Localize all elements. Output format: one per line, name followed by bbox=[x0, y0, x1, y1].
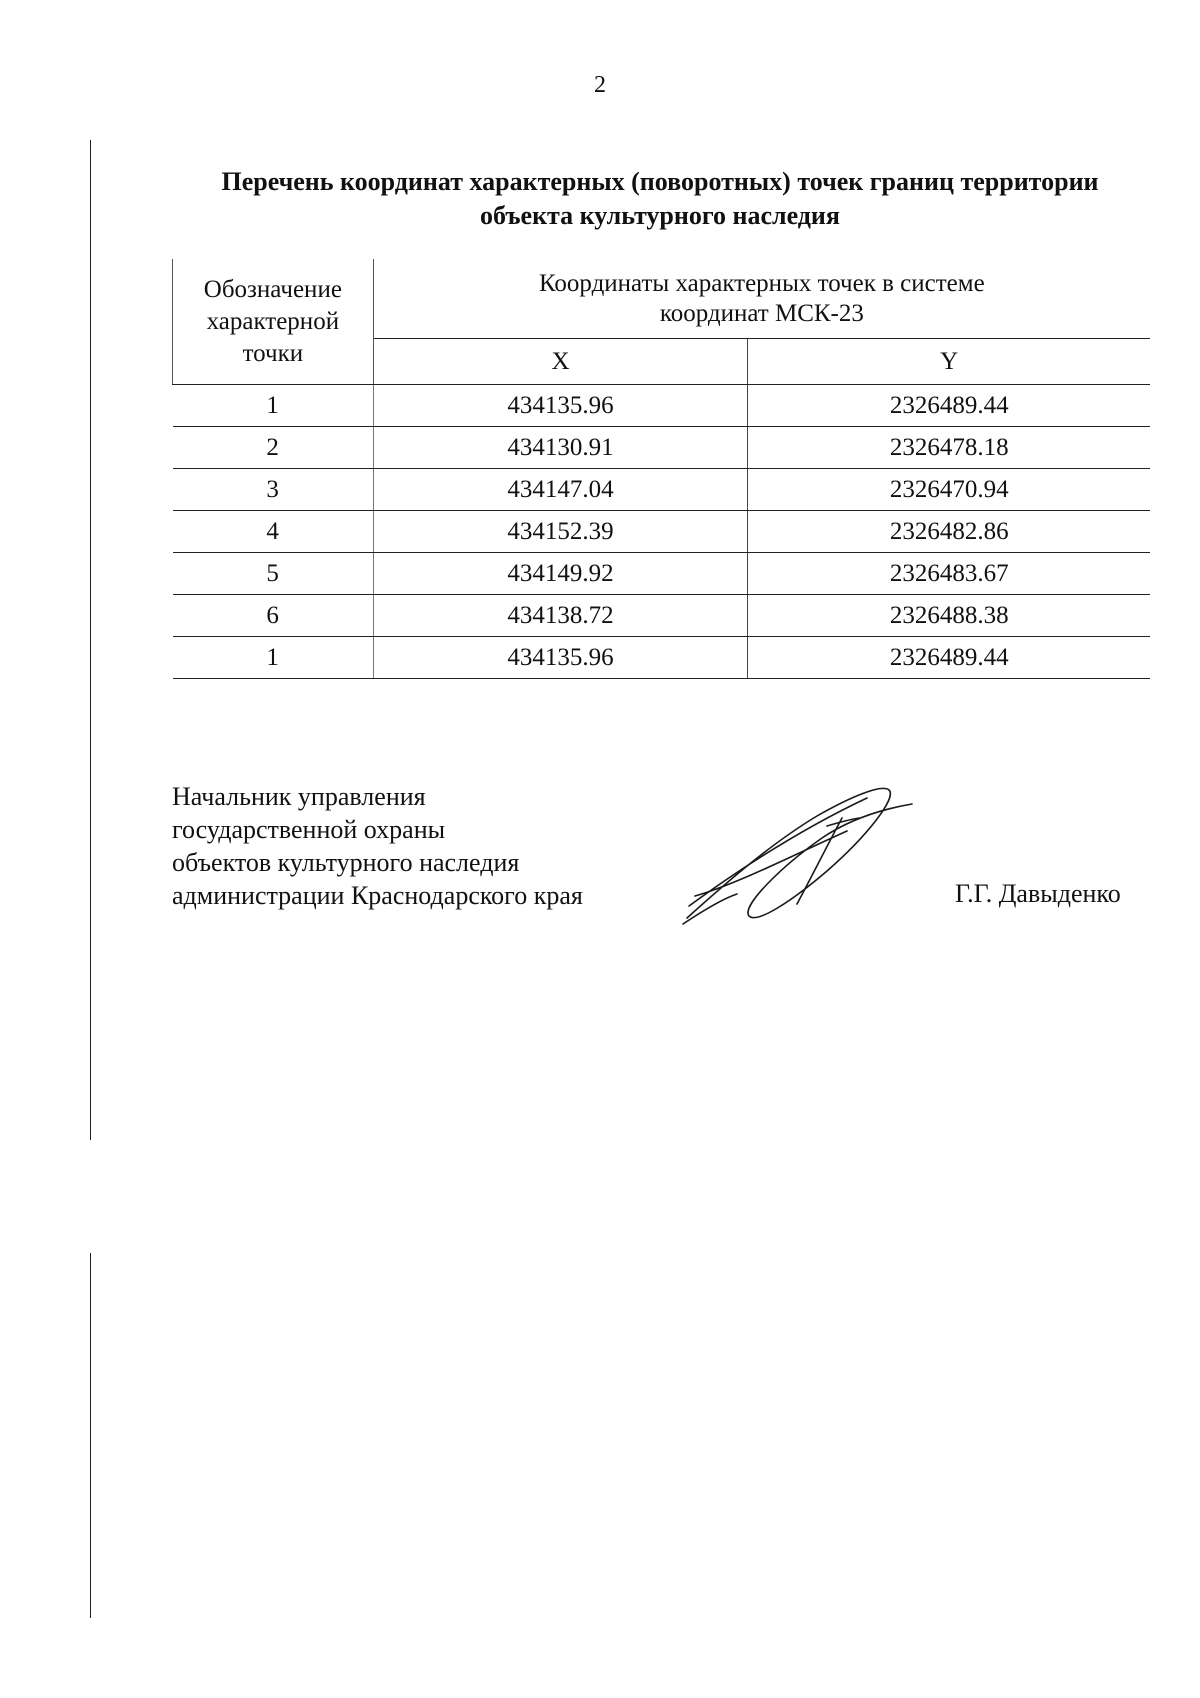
signer-position-line: администрации Краснодарского края bbox=[172, 881, 583, 910]
table-row bbox=[173, 637, 1151, 679]
coordinates-table bbox=[172, 259, 1150, 679]
cell-x: 434135.96 bbox=[373, 637, 748, 679]
cell-x: 434130.91 bbox=[373, 427, 748, 469]
cell-y: 2326483.67 bbox=[748, 553, 1150, 595]
cell-y: 2326488.38 bbox=[748, 595, 1150, 637]
handwritten-signature bbox=[677, 776, 927, 926]
cell-x: 434152.39 bbox=[373, 511, 748, 553]
cell-y: 2326478.18 bbox=[748, 427, 1150, 469]
cell-x: 434138.72 bbox=[373, 595, 748, 637]
document-title-line: Перечень координат характерных (поворотных) точек границ территории bbox=[221, 167, 1099, 196]
signature-block bbox=[172, 780, 1172, 980]
header-coordinate-system bbox=[373, 259, 1150, 339]
header-text: характерной bbox=[206, 307, 340, 335]
cell-y: 2326470.94 bbox=[748, 469, 1150, 511]
cell-point: 5 bbox=[173, 553, 374, 595]
signer-position-line: Начальник управления bbox=[172, 782, 426, 811]
header-text: координат МСК-23 bbox=[659, 299, 864, 327]
header-text: Обозначение bbox=[203, 275, 342, 303]
table-row bbox=[173, 511, 1151, 553]
cell-point: 3 bbox=[173, 469, 374, 511]
cell-y: 2326482.86 bbox=[748, 511, 1150, 553]
table-row bbox=[173, 553, 1151, 595]
cell-point: 1 bbox=[173, 637, 374, 679]
table-row bbox=[173, 385, 1151, 427]
table-row bbox=[173, 427, 1151, 469]
cell-point: 1 bbox=[173, 385, 374, 427]
margin-line-top bbox=[90, 140, 91, 1140]
signer-name: Г.Г. Давыденко bbox=[955, 879, 1121, 908]
document-title-line: объекта культурного наследия bbox=[480, 201, 840, 230]
cell-point: 6 bbox=[173, 595, 374, 637]
cell-y: 2326489.44 bbox=[748, 637, 1150, 679]
cell-point: 4 bbox=[173, 511, 374, 553]
cell-x: 434149.92 bbox=[373, 553, 748, 595]
header-text: Координаты характерных точек в системе bbox=[538, 269, 985, 297]
table-row bbox=[173, 595, 1151, 637]
margin-line-bottom bbox=[90, 1253, 91, 1618]
signer-position-line: объектов культурного наследия bbox=[172, 848, 520, 877]
header-y: Y bbox=[748, 339, 1150, 385]
cell-x: 434147.04 bbox=[373, 469, 748, 511]
signer-position-line: государственной охраны bbox=[172, 815, 446, 844]
header-point-designation bbox=[173, 259, 374, 385]
cell-y: 2326489.44 bbox=[748, 385, 1150, 427]
signer-position bbox=[172, 780, 672, 912]
table-row bbox=[173, 469, 1151, 511]
header-text: точки bbox=[242, 339, 304, 367]
page-number: 2 bbox=[594, 72, 606, 98]
cell-point: 2 bbox=[173, 427, 374, 469]
cell-x: 434135.96 bbox=[373, 385, 748, 427]
document-title bbox=[160, 165, 1160, 233]
header-x: X bbox=[373, 339, 748, 385]
